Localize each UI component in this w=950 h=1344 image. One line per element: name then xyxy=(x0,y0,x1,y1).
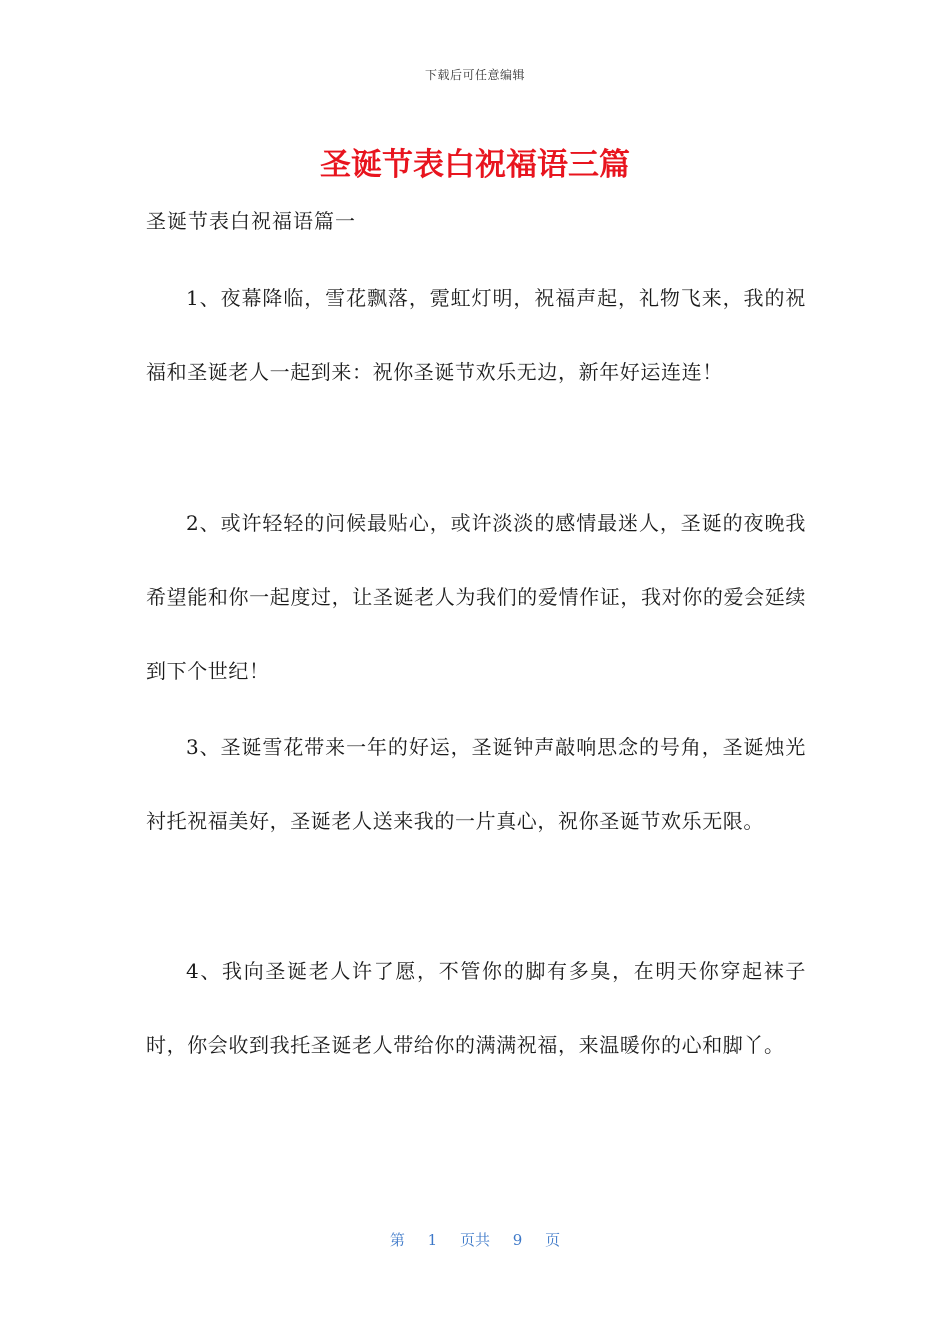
header-note: 下载后可任意编辑 xyxy=(424,68,525,82)
paragraph-3: 3、圣诞雪花带来一年的好运，圣诞钟声敲响思念的号角，圣诞烛光衬托祝福美好，圣诞老人送来我的一片真心，祝你圣诞节欢乐无限。 xyxy=(146,735,806,833)
document-title: 圣诞节表白祝福语三篇 xyxy=(320,147,630,183)
page-number-footer: 第 1 页共 9 页 xyxy=(389,1231,561,1249)
paragraph-4: 4、我向圣诞老人许了愿，不管你的脚有多臭，在明天你穿起袜子时，你会收到我托圣诞老人带给你的满满祝福，来温暖你的心和脚丫。 xyxy=(146,959,806,1057)
section-title: 圣诞节表白祝福语篇一 xyxy=(146,209,356,233)
paragraph-2: 2、或许轻轻的问候最贴心，或许淡淡的感情最迷人，圣诞的夜晚我希望能和你一起度过，让圣诞老人为我们的爱情作证，我对你的爱会延续到下个世纪！ xyxy=(146,511,806,683)
paragraph-1: 1、夜幕降临，雪花飘落，霓虹灯明，祝福声起，礼物飞来，我的祝福和圣诞老人一起到来：祝你圣诞节欢乐无边，新年好运连连！ xyxy=(146,286,806,384)
